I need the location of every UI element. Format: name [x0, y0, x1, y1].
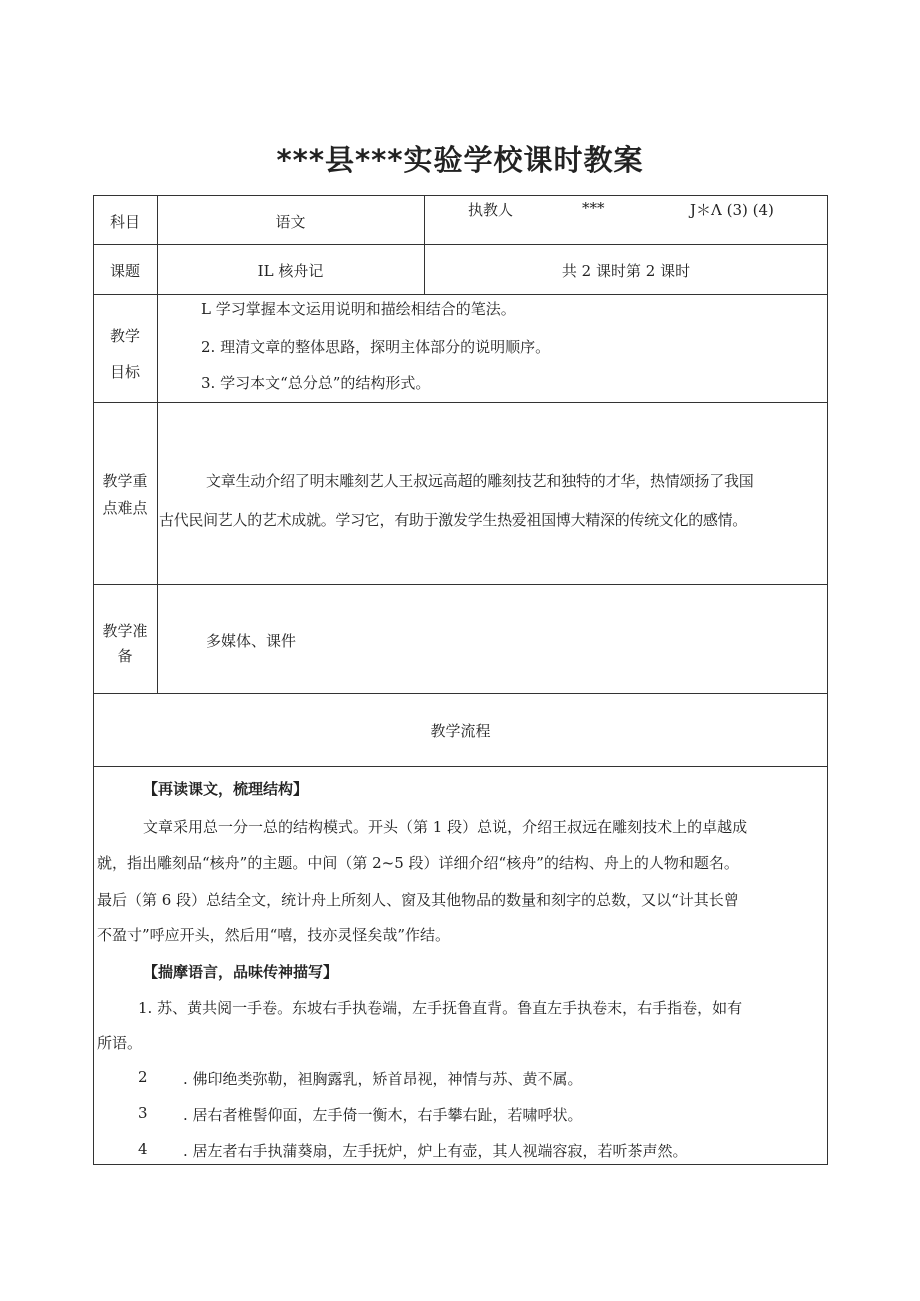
section-title: 【再读课文，梳理结构】	[143, 780, 309, 798]
section1-line: 就，指出雕刻品“核舟”的主题。中间（第 2~5 段）详细介绍“核舟”的结构、舟上的人物和题名。	[97, 854, 739, 872]
keypoints-text: 文章生动介绍了明末雕刻艺人王叔远高超的雕刻技艺和独特的才华，热情颂扬了我国	[206, 472, 754, 490]
goals-label: 教学	[109, 327, 140, 345]
item-number: 4	[138, 1140, 148, 1158]
row-divider	[93, 294, 828, 295]
row-divider	[93, 693, 828, 694]
period-value: 共 2 课时第 2 课时	[561, 262, 691, 280]
goals-label: 目标	[109, 363, 140, 381]
row-divider	[93, 244, 828, 245]
section-title: 【揣摩语言，品味传神描写】	[143, 963, 339, 981]
teacher-label: 执教人	[468, 201, 514, 219]
item-line: 所语。	[97, 1034, 143, 1052]
flow-heading: 教学流程	[430, 722, 491, 740]
item-text: . 佛印绝类弥勒，袒胸露乳，矫首昂视，神情与苏、黄不属。	[183, 1070, 583, 1088]
teacher-value: ***	[582, 199, 605, 217]
section1-line: 不盈寸”呼应开头，然后用“嘻，技亦灵怪矣哉”作结。	[97, 926, 451, 944]
item-line: 1. 苏、黄共阅一手卷。东坡右手执卷端，左手抚鲁直背。鲁直左手执卷末，右手指卷，如有	[138, 999, 743, 1017]
prep-label: 教学准	[102, 622, 148, 640]
section1-line: 最后（第 6 段）总结全文，统计舟上所刻人、窗及其他物品的数量和刻字的总数，又以“计其长曾	[97, 891, 739, 909]
keypoints-text: 古代民间艺人的艺术成就。学习它，有助于激发学生热爱祖国博大精深的传统文化的感情。	[159, 511, 748, 529]
document-title: ***县***实验学校课时教案	[276, 143, 644, 177]
keypoints-label: 教学重	[102, 472, 148, 490]
row-divider	[93, 766, 828, 767]
goal-item: 3. 学习本文“总分总”的结构形式。	[201, 374, 431, 392]
prep-value: 多媒体、课件	[206, 632, 297, 650]
keypoints-label: 点难点	[102, 499, 148, 517]
goal-item: 2. 理清文章的整体思路，探明主体部分的说明顺序。	[201, 338, 551, 356]
topic-label: 课题	[109, 262, 140, 280]
item-number: 3	[138, 1104, 148, 1122]
item-text: . 居左者右手执蒲葵扇，左手抚炉，炉上有壶，其人视端容寂，若听茶声然。	[183, 1142, 688, 1160]
subject-label: 科目	[109, 213, 140, 231]
goal-item: L 学习掌握本文运用说明和描绘相结合的笔法。	[201, 300, 516, 318]
item-text: . 居右者椎髻仰面，左手倚一衡木，右手攀右趾，若啸呼状。	[183, 1106, 583, 1124]
subject-value: 语文	[275, 213, 306, 231]
prep-label: 备	[117, 647, 133, 665]
row-divider	[93, 402, 828, 403]
row-divider	[93, 584, 828, 585]
class-value: J＊Λ (3) (4)	[690, 201, 774, 219]
item-number: 2	[138, 1068, 148, 1086]
section1-line: 文章采用总一分一总的结构模式。开头（第 1 段）总说，介绍王叔远在雕刻技术上的卓越成	[143, 818, 748, 836]
topic-value: IL 核舟记	[257, 262, 324, 280]
